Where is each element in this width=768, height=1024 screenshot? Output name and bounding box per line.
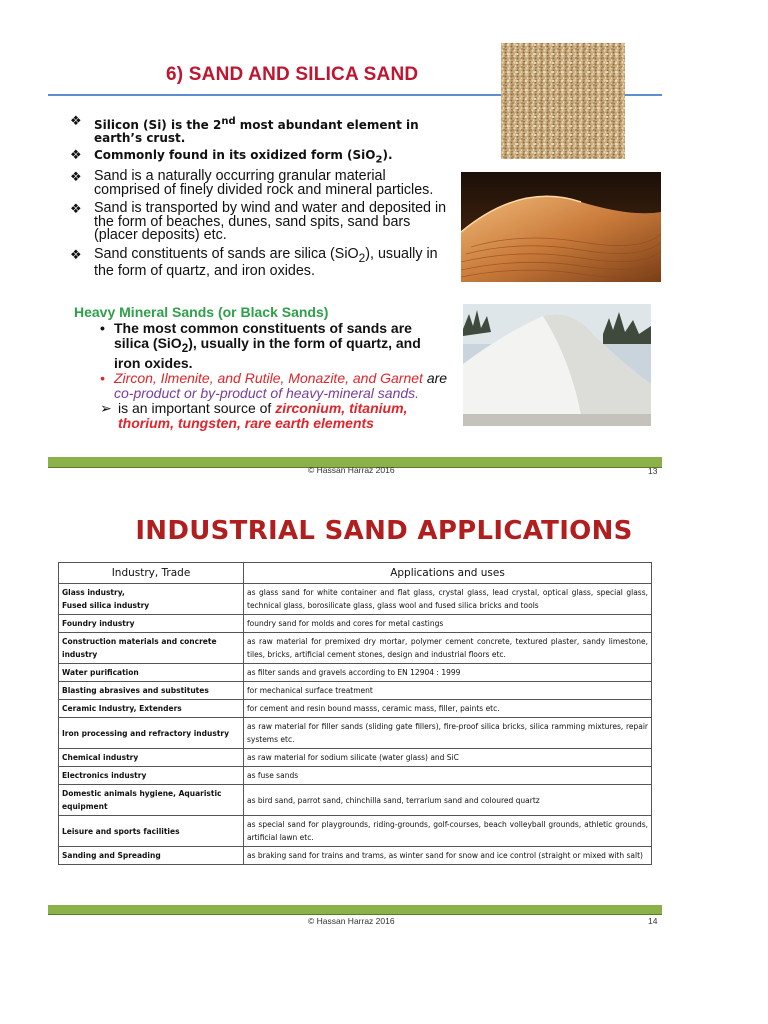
uses-cell: as raw material for sodium silicate (water glass) and SiC (244, 749, 652, 767)
diamond-bullet-icon: ❖ (70, 246, 82, 262)
table-row (59, 749, 652, 767)
uses-cell: for mechanical surface treatment (244, 682, 652, 700)
slide-title: INDUSTRIAL SAND APPLICATIONS (135, 516, 633, 546)
silica-sand-pile-image (463, 304, 651, 426)
industry-cell: Sanding and Spreading (59, 847, 244, 865)
industry-cell: Construction materials and concrete industry (59, 633, 244, 664)
table-row (59, 718, 652, 749)
industry-cell: Iron processing and refractory industry (59, 718, 244, 749)
table-row (59, 785, 652, 816)
industry-cell: Electronics industry (59, 767, 244, 785)
uses-cell: as glass sand for white container and flat glass, crystal glass, lead crystal, optical glass, special glass, technical glass, borosilicate glass, glass wool and fused silica bricks and tools (244, 584, 652, 615)
table-row (59, 816, 652, 847)
footer-copyright: © Hassan Harraz 2016 (308, 916, 395, 926)
uses-cell: as filter sands and gravels according to EN 12904 : 1999 (244, 664, 652, 682)
industry-cell: Leisure and sports facilities (59, 816, 244, 847)
column-header-industry: Industry, Trade (59, 563, 244, 584)
table-row (59, 767, 652, 785)
bullet-item: ❖ Sand is transported by wind and water and deposited in the form of beaches, dunes, sand spits, sand bars (placer deposits) etc. (70, 200, 447, 244)
uses-cell: as bird sand, parrot sand, chinchilla sand, terrarium sand and coloured quartz (244, 785, 652, 816)
bullet-item: ❖ Sand is a naturally occurring granular material comprised of finely divided rock and mineral particles. (70, 168, 434, 198)
arrow-bullet-icon: ➢ (100, 400, 112, 417)
bullet-item: ❖ Sand constituents of sands are silica (SiO$_2$), usually in the form of quartz, and iron oxides. (70, 245, 438, 280)
page-number: 14 (648, 916, 658, 926)
industry-cell: Chemical industry (59, 749, 244, 767)
dot-bullet-icon: • (100, 370, 105, 387)
diamond-bullet-icon: ❖ (70, 148, 82, 163)
uses-cell: foundry sand for molds and cores for metal castings (244, 615, 652, 633)
industry-cell: Blasting abrasives and substitutes (59, 682, 244, 700)
uses-cell: as special sand for playgrounds, riding-grounds, golf-courses, beach volleyball grounds, athletic grounds, artificial lawn etc. (244, 816, 652, 847)
industry-cell: Ceramic Industry, Extenders (59, 700, 244, 718)
footer-copyright: © Hassan Harraz 2016 (308, 465, 395, 475)
page-number: 13 (648, 466, 658, 476)
column-header-uses: Applications and uses (244, 563, 652, 584)
dot-bullet-icon: • (100, 320, 105, 336)
desert-dunes-image (461, 172, 661, 282)
sand-texture-image (501, 43, 625, 159)
heavy-mineral-heading: Heavy Mineral Sands (or Black Sands) (74, 304, 329, 320)
table-row (59, 682, 652, 700)
applications-table (58, 562, 652, 865)
industry-cell: Glass industry, Fused silica industry (59, 584, 244, 615)
industry-cell: Foundry industry (59, 615, 244, 633)
bullet-item: ❖ Commonly found in its oxidized form (SiO$_2$). (70, 148, 393, 166)
heavy-mineral-list (100, 321, 450, 431)
table-row (59, 615, 652, 633)
table-row (59, 700, 652, 718)
uses-cell: as braking sand for trains and trams, as winter sand for snow and ice control (straight or mixed with salt) (244, 847, 652, 865)
bullet-list (70, 115, 450, 284)
heavy-item: ➢ is an important source of zirconium, titanium, thorium, tungsten, rare earth elements (100, 400, 408, 431)
uses-cell: as raw material for premixed dry mortar, polymer cement concrete, textured plaster, sandy limestone, tiles, bricks, artificial cement stones, design and industrial floors etc. (244, 633, 652, 664)
industry-cell: Domestic animals hygiene, Aquaristic equipment (59, 785, 244, 816)
industry-cell: Water purification (59, 664, 244, 682)
diamond-bullet-icon: ❖ (70, 201, 82, 217)
footer-divider (48, 914, 662, 915)
uses-cell: for cement and resin bound masss, ceramic mass, filler, paints etc. (244, 700, 652, 718)
table-row (59, 584, 652, 615)
bullet-item: ❖ Silicon (Si) is the 2nd most abundant element in earth’s crust. (70, 114, 419, 145)
table-row (59, 664, 652, 682)
slide-title: 6) SAND AND SILICA SAND (166, 64, 419, 85)
table-row (59, 633, 652, 664)
heavy-item: • The most common constituents of sands are silica (SiO$_2$), usually in the form of quartz, and iron oxides. (100, 320, 421, 371)
uses-cell: as fuse sands (244, 767, 652, 785)
table-header-row (59, 563, 652, 584)
uses-cell: as raw material for filler sands (sliding gate fillers), fire-proof silica bricks, silica ramming mixtures, repair systems etc. (244, 718, 652, 749)
diamond-bullet-icon: ❖ (70, 169, 82, 185)
heavy-item: • Zircon, Ilmenite, and Rutile, Monazite, and Garnet are co-product or by-product of heavy-mineral sands. (100, 370, 448, 401)
diamond-bullet-icon: ❖ (70, 114, 82, 129)
table-row (59, 847, 652, 865)
